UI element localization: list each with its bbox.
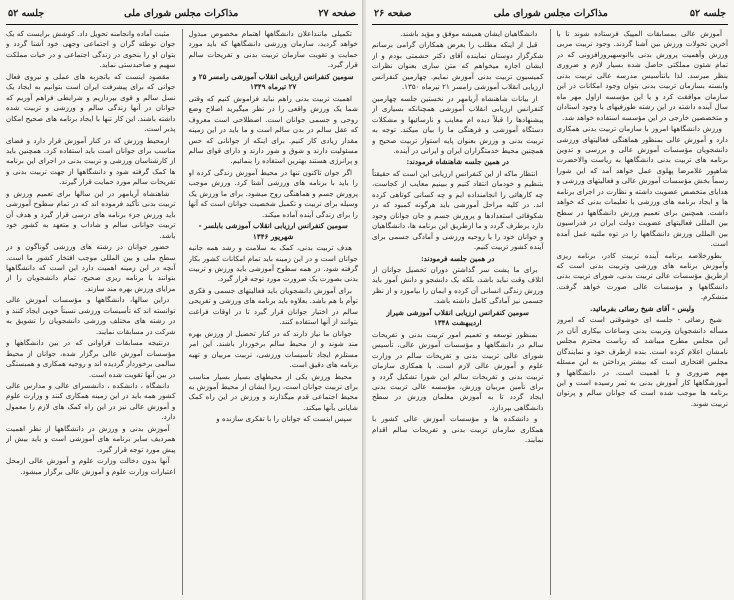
quote-heading: در همین جلسه فرمودند: — [421, 253, 495, 263]
paragraph: حضور جوانان در رشته های ورزشی گوناگون و در سطح ملی و بین المللی موجب افتخار کشور ما است. آنچه در این زمینه اهمیت دارد این است که دانشگاهها بتوانند با برنامه ریزی صحیح، تمام دانشجویان را از مزایای ورزش بهره مند سازند. — [6, 242, 176, 293]
conference-heading: سومین کنفرانس ارزیابی انقلاب آموزشی شیراز اردیبهشت ۱۳۴۸ — [386, 307, 530, 328]
column-divider — [182, 29, 183, 595]
left-page-header — [6, 4, 358, 25]
left-page-number: صفحه ۲۷ — [318, 7, 356, 19]
paragraph: سپس اینست که جوانان را با تفکری سازنده و — [216, 414, 352, 424]
paragraph: محیط ورزش یکی از محیطهای بسیار بسیار مناسب برای تربیت جوانان است، زیرا ایشان از محیط آموزش به محیط اجتماعی قدم میگذارند و ورزش در این راه کمک شایانی بآنها میکند. — [188, 371, 358, 412]
paragraph: تکمیلی ماننداعلان دانشگاهها اهتمام مخصوص مبذول خواهد گردید، سازمان ورزشی دانشگاهها که باید مورد حمایت و تقویت سازمان تربیت بدنی و تفریحات سالم قرار گیرد. — [188, 29, 358, 70]
paragraph: بطورخلاصه برنامه آینده تربیت کادر، برنامه ریزی وآموزش برنامه های ورزشی وتربیت بدنی است که ازطریق مؤسسات عالی تربیت بدنی، شورای تربیت بدنی دانشگاهها و مؤسسات عالی صورت خواهد گرفت. متشکرم. — [556, 250, 728, 302]
paragraph: از بیانات شاهنشاه آریامهر در نخستین جلسه چهارمین کنفرانس ارزیابی انقلاب آموزشی همچنانکه بسیاری از پیشنهادها را قبلاً دیده ام معایب و نارسائیها و مشکلات دستگاه آموزشی و فرهنگی ما را بیان میکند. توجه به تربیت بدنی و ورزش بعنوان پایه استوار تربیت صحیح و همچنین محیط خدمتگزاران ایران و ایرانی در آینده. — [372, 93, 544, 155]
paragraph: آموزش بدنی و ورزش در دانشگاهها از نظر اهمیت همردیف سایر برنامه های آموزشی است و باید بیش از پیش مورد توجه قرار گیرد. — [6, 423, 176, 454]
speaker-line: ولیس - آقای شیخ رضائی بفرمائید. — [590, 303, 695, 313]
paragraph: درنتیجه مسابقات فراوانی که در بین دانشگاهها و مؤسسات آموزش عالی برگزار شده، جوانان از محیط سالمی برخوردار گردیده اند و روحیه همکاری و همبستگی در بین آنها تقویت شده است. — [6, 338, 176, 379]
right-page-title: مذاکرات مجلس شورای ملی — [493, 7, 608, 19]
paragraph: دانشگاه ، دانشکده ، دانشسرای عالی و مدارس عالی کشور همه باید در این زمینه همکاری کنند و وزارت علوم و آموزش عالی نیز در این راه کمک های لازم را معمول دارد. — [6, 380, 176, 422]
paragraph: هدف تربیت بدنی، کمک به سلامت و رشد همه جانبه جوانان است و در این زمینه باید تمام امکانات کشور بکار گرفته شود. در همه سطوح آموزشی باید ورزش و تربیت بدنی بصورت یک ضرورت مورد توجه قرار گیرد. — [188, 243, 358, 284]
left-page-columns — [6, 29, 358, 595]
right-page-columns — [372, 29, 728, 595]
paragraph: مثبت آماده وانجامنه تحویل داد. کوشش برایست که یک جوان توطئه گران و اجتماعی وجهی خود آشنا گردد و بتوان او را بنحوی در زندگی اجتماعی و در حیات مملکت سهیم و صاحبدستی نماید. — [6, 29, 176, 70]
right-page-header — [372, 4, 728, 25]
right-page-session: جلسه ۵۲ — [689, 7, 726, 19]
left-page-column-left — [6, 29, 176, 595]
quote-heading: در همین جلسه شاهنشاه فرمودند: — [406, 157, 509, 167]
right-page-column-left — [372, 29, 544, 595]
paragraph: شیخ رضائی - جلسه ای خوشوقتی است که امروز مسأله دانشجویان وتربیت بدنی وساعات بیکاری آنان در این مجلس مطرح میباشد که ریاست محترم مجلس نامشان اعلام کرده است. بنده ازطرف خود و نمایندگان مجلس افتخاری است که بیشتر پرداختن به این مسئله مهم ضروری و با اهمیت است. در دانشگاهها و آموزشگاهها کار آموزش بدنی به ثمر رسیده است و این برنامه ها موجب شده است که جوانان سالم و پرتوان تربیت شوند. — [556, 315, 728, 408]
paragraph: قبل از اینکه مطلب را بعرض همکاران گرامی برسانم شکرگزار دوستان نماینده آقای دکتر حشمتی بودم و از ایشان اجازه میخواهم که متن ساری بعنوان نظرات کمیسیون تربیت بدنی آموزش نمایم. چهارمین کنفرانس ارزیابی انقلاب آموزشی رامسر ۲۱ تیرماه ۱۳۵۰. — [372, 40, 544, 92]
conference-heading: سومین کنفرانس ارزیابی انقلاب آموزشی بابلسر - شهریور ۱۳۴۶ — [198, 221, 348, 241]
left-page-session: جلسه ۵۲ — [8, 7, 45, 19]
left-page-title: مذاکرات مجلس شورای ملی — [124, 7, 239, 19]
paragraph: ازمحیط ورزش که در کنار آموزش قرار دارد و فضای مناسب برای جوانان است باید استفاده کرد. همچنین باید از کارشناسان ورزشی و تربیت بدنی در اجرای این برنامه ها کمک گرفته شود و دانشگاهها از جهت تربیت بدنی و تفریحات سالم مورد حمایت قرار گیرند. — [6, 135, 176, 187]
paragraph: دراین سالها، دانشگاهها و مؤسسات آموزش عالی توانسته اند که تأسیسات ورزشی نسبتاً خوبی ایجاد کنند و در رشته های مختلف ورزشی دانشجویان را تشویق به شرکت در مسابقات نمایند. — [6, 295, 176, 336]
paragraph: و دانشکده ها و مؤسسات آموزش عالی کشور با همکاری سازمان تربیت بدنی و تفریحات سالم اقدام نمایند. — [372, 414, 544, 445]
paragraph: آنها بدون دخالت وزارت علوم و آموزش عالی ازمحل اعتبارات وزارت علوم و آموزش عالی برگزار میشود. — [6, 456, 176, 476]
left-page — [0, 0, 364, 600]
paragraph: بمنظور توسعه و تعمیم امور تربیت بدنی و تفریحات سالم در دانشگاهها و مؤسسات آموزش عالی، تأسیس شورای عالی تربیت بدنی و تفریحات سالم در وزارت علوم و آموزش عالی لازم است. با همکاری سازمان تربیت بدنی و تفریحات سالم این شورا تشکیل گردد و برای تأمین مربیان ورزش، مؤسسه عالی تربیت بدنی ایجاد گردد تا به آموزش معلمان ورزش در سطح دانشگاهی بپردازد. — [372, 329, 544, 412]
paragraph: انتظار ماکه از این کنفرانس ارزیابی این است که حقیقتاً بتنظیم و خودمان انتقاد کنیم و ببینیم معایب از کجاست، چه کارهائی را انجامنداده ایم و چه کسانی کوتاهی کرده اند. در کلیه مراحل آموزشی باید هرگونه کمبود که در شکوفائی استعدادها و پرورش جسم و جان جوانان وجود دارد برطرف گردد و ما ازطریق این برنامه ها، دانشگاهیان و جوانان خود را با روحیه ورزشی و آمادگی جسمی برای آینده کشور تربیت کنیم. — [372, 168, 544, 252]
right-page-number: صفحه ۲۶ — [374, 7, 412, 19]
right-page-column-right — [557, 29, 729, 595]
paragraph: ورزش دانشگاهها امروز با سازمان تربیت بدنی همکاری دارد و آموزش عالی بمنظور هماهنگی فعالیتهای ورزشی دانشجویان مؤسسات آموزش عالی و بررسی و تدوین برنامه های تربیت بدنی دانشگاهها به ریاست والاحضرت شاهپور غلامرضا پهلوی عمل خواهد آمد که این شورا رسماً بخش مؤسسات آموزش عالی و فعالیتهای ورزشی و هدایای متخصص عضویت داشته و نظارت در اجرای برنامه ها و ایجاد برنامه های ورزشی با تعلیمات بدنی که خواهد داشت. همچنین برای تعمیم ورزش دانشگاهها در سطح بین المللی فعالیتهای عضویت دولت ایران در فدراسیون بین المللی ورزش دانشگاهها را در توه ملتیه عمل آمده است. — [556, 124, 728, 249]
right-page — [366, 0, 734, 600]
paragraph: برای آموزش دانشجویان باید فعالیتهای جسمی و فکری توأم با هم باشد. بعلاوه باید برنامه های ورزشی و تفریحی سالم در اختیار جوانان قرار گیرد تا در اوقات فراغت بتوانند از آنها استفاده کنند. — [188, 285, 358, 327]
paragraph: جوانان ما نیاز دارند که در کنار تحصیل از ورزش بهره مند شوند و از محیط سالم برخوردار باشند. این امر مستلزم ایجاد تأسیسات ورزشی، تربیت مربیان و تهیه برنامه های دقیق است. — [188, 328, 358, 370]
paragraph: مقصود اینست که باتجربه های عملی و نیروی فعال جوانی که برای پیشرفت ایران است بتوانیم به ایجاد یک نسل سالم و قوی بپردازیم و شرایطی فراهم آوریم که جوانان در آنها زندگی سالم و ورزشی و تربیت شده داشته باشند. این کار تنها با ایجاد برنامه های صحیح امکان پذیر است. — [6, 71, 176, 134]
paragraph: دانشگاهیان ایشان همیشه موفق و مؤید باشند. — [400, 29, 538, 38]
column-divider — [550, 29, 551, 595]
paragraph: شاهنشاه آریامهر در این سالها برای تعمیم ورزش و تربیت بدنی تأکید فرموده اند که در تمام سطوح آموزشی باید ورزش جزء برنامه های درسی قرار گیرد و هدف آن تربیت جوانانی سالم و شاداب و متعهد به کشور خود باشد. — [6, 188, 176, 240]
conference-heading: سومین کنفرانس ارزیابی انقلاب آموزشی رامسر ۲۵ و ۲۷ تیرماه ۱۳۴۹ — [192, 71, 354, 92]
left-page-column-right — [189, 29, 359, 595]
paragraph: برای ما پشت سر گذاشتن دوران تحصیل جوانان از اتلاف وقت نباید باشد، بلکه یک دانشجو و دانش آموز باید ورزش زندگی انسانی آن کرده و ایمان را بیاموزد و از نظر جسمی نیز آمادگی کامل داشته باشد. — [372, 264, 544, 306]
paragraph: اگر جوان تاکنون تنها در محیط آموزش زندگی کرده او را باید با برنامه های ورزشی آشنا کرد. ورزش موجب پرورش جسم و هماهنگی روح میشود. برای ما ورزش یک وسیله برای تربیت و تکمیل شخصیت جوانان است که آنها را برای زندگی آینده آماده میکند. — [188, 167, 358, 219]
paragraph: آموزش عالی بمسابقات المپیک فرستاده شوند تا با آخرین تحولات ورزش بین آشنا گردند. وجود تربیت مربی ورزش وآهمیت پرورش بدنی باانوسهیروزافزونی که در تمام شئون مملکتی حاصل شده بسیار لازم و ضروری بنظر میرسد. لذا بانتأسیس مدرسه عالی تربیت بدنی وابسته بسازمان تربیت بدنی بتوان وجود امکانات در این سازمان موافقت کرد و یا این مؤسسه ازاول مهر ماه سال آینده داشته در این رشته طورفيهای با وجود استادان و متخصصین خارجی در این مؤسسه استفاده خواهد شد. — [556, 29, 728, 122]
paragraph: اهمیت تربیت بدنی راهم نباید فراموش کنیم که وقتی شما یک ورزش واقعی را در نظر میگیرید اصلاح وضع روحی و جسمی جوانان است. اصطلاحی است معروف که عقل سالم در بدن سالم است و ما باید در این زمینه مقدار زیادی کار کنیم. برای اینکه از جوانانی که حس مسئولیت دارند و شوق و شور دارند و دارای قوای سالم و پرانرژی هستند بهترین استفاده را بنمائیم. — [188, 93, 358, 166]
